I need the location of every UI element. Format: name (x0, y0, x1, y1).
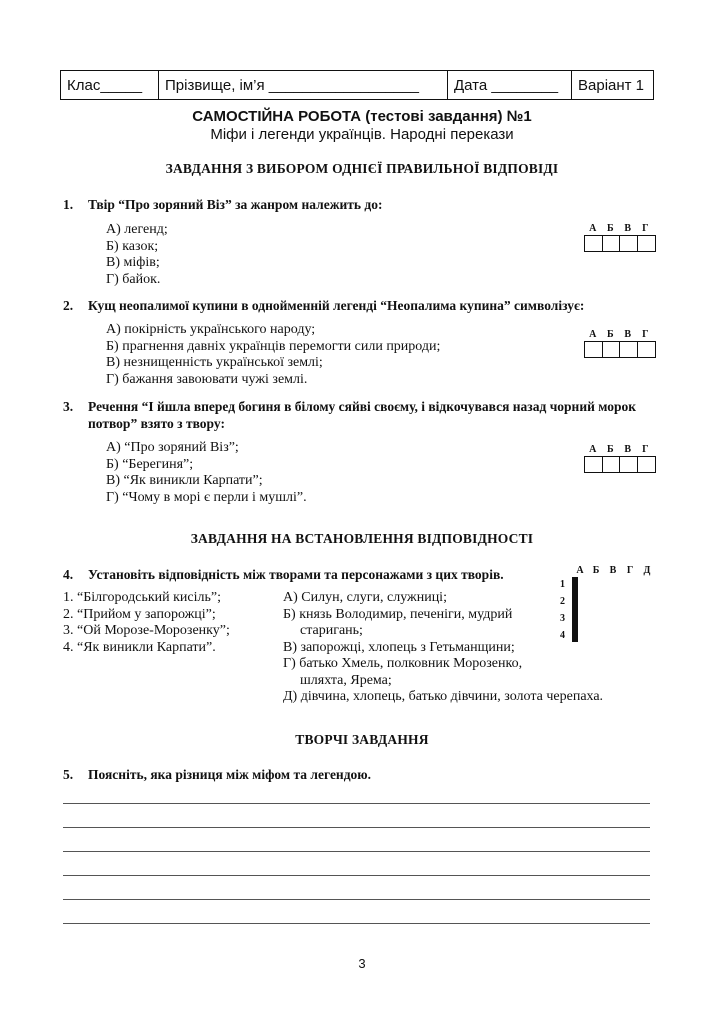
grid-letter: Б (606, 444, 614, 455)
question-number: 2. (63, 298, 74, 313)
name-field[interactable]: Прізвище, ім’я __________________ (159, 71, 448, 99)
question-3-options (106, 440, 307, 506)
characters-item-continued: шляхта, Ярема; (300, 672, 392, 688)
question-3 (63, 398, 663, 434)
grid-letter: Г (626, 565, 634, 576)
answer-cell-d[interactable] (638, 236, 656, 251)
question-2 (63, 297, 663, 315)
option-c: В) незнищенність української землі; (106, 355, 323, 370)
section-heading-choice: ЗАВДАННЯ З ВИБОРОМ ОДНІЄЇ ПРАВИЛЬНОЇ ВІДПОВІДІ (165, 161, 559, 176)
matching-row-3 (573, 610, 578, 626)
option-d: Г) бажання завоювати чужі землі. (106, 371, 308, 387)
grid-letter: В (609, 565, 617, 576)
option-d: Г) “Чому в морі є перли і мушлі”. (106, 489, 307, 505)
work-item: 1. “Білгородський кисіль”; (63, 590, 221, 605)
question-text-line-1: Речення “І йшла вперед богиня в білому сяйві своєму, і відкочувався назад чорний морок (88, 399, 637, 414)
question-number: 5. (63, 767, 74, 782)
grid-row-number: 3 (560, 613, 565, 624)
question-4 (63, 566, 563, 584)
grid-letter: Б (592, 565, 600, 576)
option-c: В) “Як виникли Карпати”; (106, 473, 263, 488)
grid-row-number: 2 (560, 596, 565, 607)
answer-cell-c[interactable] (620, 236, 638, 251)
grid-letter: Б (606, 329, 614, 340)
grid-letter: Г (642, 223, 649, 234)
question-number: 1. (63, 197, 74, 212)
class-field[interactable]: Клас_____ (61, 71, 159, 99)
page-number: 3 (358, 956, 366, 971)
option-c: В) міфів; (106, 255, 160, 270)
answer-cell-b[interactable] (603, 457, 621, 472)
characters-item: А) Силун, слуги, служниці; (283, 590, 447, 605)
question-1 (63, 196, 663, 214)
question-text: Поясніть, яка різниця між міфом та легендою. (88, 767, 371, 782)
match-cell[interactable] (577, 578, 578, 594)
characters-item: Д) дівчина, хлопець, батько дівчини, золота черепаха. (283, 689, 604, 704)
match-cell[interactable] (577, 610, 578, 626)
question-number: 3. (63, 399, 74, 414)
answer-cell-a[interactable] (585, 236, 603, 251)
question-number: 4. (63, 567, 74, 582)
answer-cell-a[interactable] (585, 457, 603, 472)
option-b: Б) “Берегиня”; (106, 456, 194, 472)
option-a: А) “Про зоряний Віз”; (106, 440, 239, 455)
page-title: САМОСТІЙНА РОБОТА (тестові завдання) №1 (192, 108, 532, 125)
question-5 (63, 766, 563, 784)
grid-row-number: 4 (560, 630, 565, 641)
question-4-characters-list (283, 590, 603, 706)
question-text: Твір “Про зоряний Віз” за жанром належить до: (88, 197, 383, 212)
grid-letter: Д (643, 565, 651, 576)
question-text: Кущ неопалимої купини в однойменній легенді “Неопалима купина” символізує: (88, 298, 585, 313)
grid-letter: А (589, 329, 597, 340)
student-info-header (60, 70, 654, 100)
work-item: 2. “Прийом у запорожці”; (63, 606, 216, 622)
answer-line[interactable] (63, 923, 650, 924)
answer-cell-d[interactable] (638, 342, 656, 357)
answer-cell-b[interactable] (603, 236, 621, 251)
characters-item-continued: старигань; (300, 623, 363, 638)
work-item: 3. “Ой Морозе-Морозенку”; (63, 623, 230, 638)
date-field[interactable]: Дата ________ (448, 71, 572, 99)
match-cell[interactable] (577, 626, 578, 642)
option-d: Г) байок. (106, 271, 161, 287)
option-b: Б) прагнення давніх українців перемогти сили природи; (106, 338, 441, 354)
answer-cell-a[interactable] (585, 342, 603, 357)
grid-letter: Г (642, 444, 649, 455)
characters-item: Г) батько Хмель, полковник Морозенко, (283, 656, 523, 671)
answer-cell-d[interactable] (638, 457, 656, 472)
option-a: А) покірність українського народу; (106, 322, 316, 337)
question-4-works-list (63, 590, 230, 656)
option-a: А) легенд; (106, 222, 168, 237)
match-cell[interactable] (577, 594, 578, 610)
variant-label: Варіант 1 (578, 77, 645, 94)
page-subtitle: Міфи і легенди українців. Народні перекази (210, 126, 514, 143)
answer-line[interactable] (63, 827, 650, 828)
matching-row-1 (573, 578, 578, 594)
grid-letter: В (624, 444, 632, 455)
question-1-options (106, 222, 168, 288)
answer-line[interactable] (63, 875, 650, 876)
matching-table (572, 577, 578, 642)
question-text-line-2: потвор” взято з твору: (88, 416, 225, 431)
grid-row-number: 1 (560, 579, 565, 590)
option-b: Б) казок; (106, 238, 159, 254)
answer-cell-c[interactable] (620, 342, 638, 357)
grid-letter: В (624, 223, 632, 234)
grid-letter: В (624, 329, 632, 340)
grid-letter: Б (606, 223, 614, 234)
matching-row-2 (573, 594, 578, 610)
matching-row-4 (573, 626, 578, 642)
grid-letter: А (576, 565, 584, 576)
answer-cell-c[interactable] (620, 457, 638, 472)
section-heading-creative: ТВОРЧІ ЗАВДАННЯ (295, 732, 429, 747)
answer-line[interactable] (63, 803, 650, 804)
grid-letter: Г (642, 329, 649, 340)
section-heading-matching: ЗАВДАННЯ НА ВСТАНОВЛЕННЯ ВІДПОВІДНОСТІ (190, 531, 534, 546)
characters-item: В) запорожці, хлопець з Гетьманщини; (283, 639, 515, 655)
question-2-options (106, 322, 440, 388)
answer-line[interactable] (63, 899, 650, 900)
answer-line[interactable] (63, 851, 650, 852)
question-text: Установіть відповідність між творами та персонажами з цих творів. (88, 567, 504, 582)
work-item: 4. “Як виникли Карпати”. (63, 639, 216, 655)
characters-item: Б) князь Володимир, печеніги, мудрий (283, 606, 513, 622)
grid-letter: А (589, 444, 597, 455)
grid-letter: А (589, 223, 597, 234)
answer-cell-b[interactable] (603, 342, 621, 357)
